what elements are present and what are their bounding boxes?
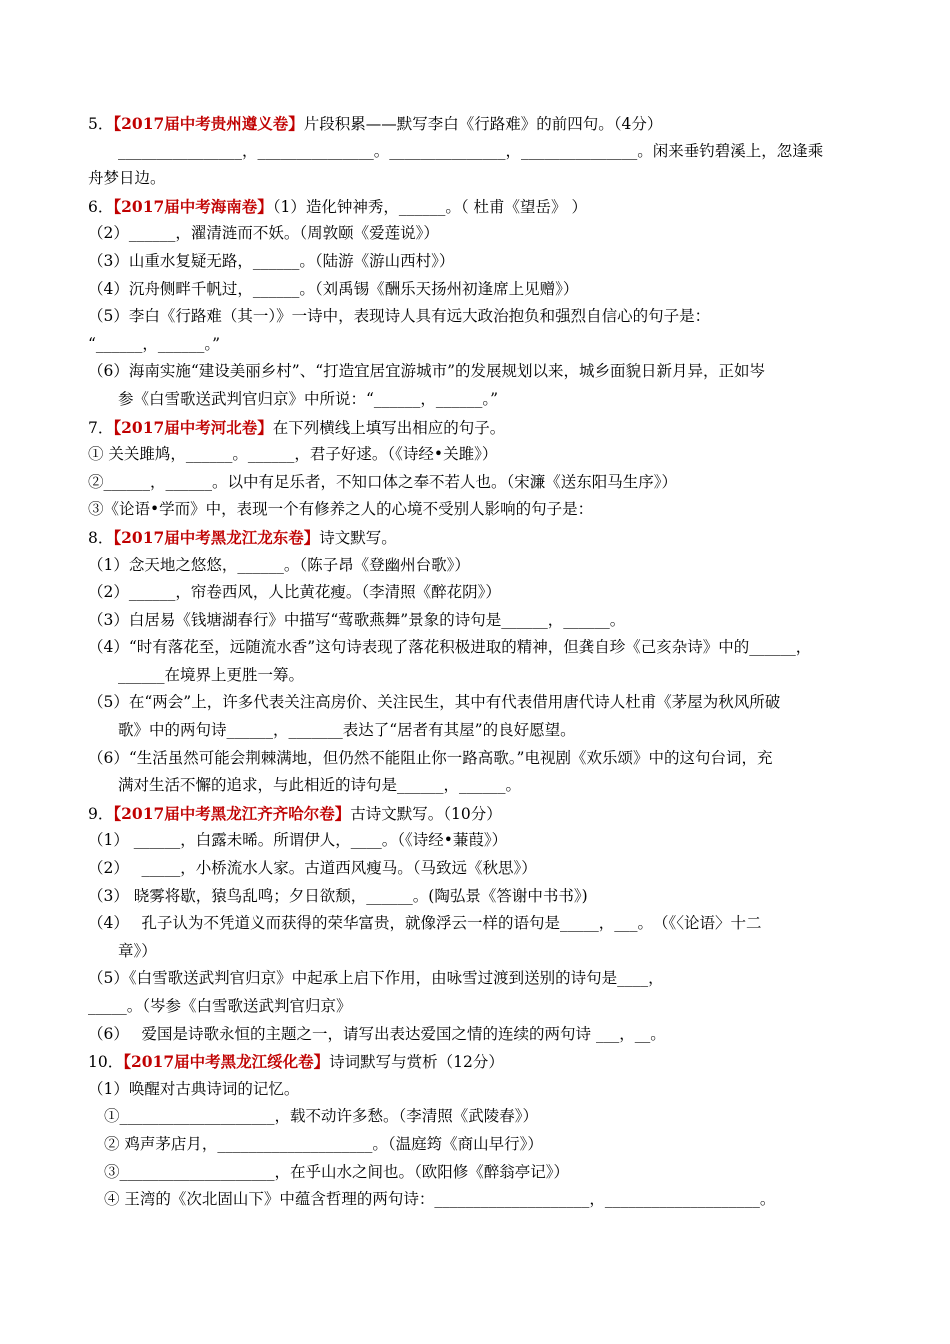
question-text: ③____________________，在乎山水之间也。（欧阳修《醉翁亭记》）: [104, 1162, 570, 1181]
text-line: [88, 110, 863, 138]
text-line: [88, 689, 863, 717]
text-line: [88, 827, 863, 855]
question-number: 7．: [88, 418, 114, 437]
question-source: 【2017届中考贵州遵义卷】: [113, 114, 304, 133]
question-source: 【2017届中考海南卷】: [113, 196, 273, 216]
question-number: 5．: [88, 115, 114, 133]
question-number: 6．: [88, 197, 114, 216]
question-text: （6） 爱国是诗歌永恒的主题之一，请写出表达爱国之情的连续的两句诗 ___，__。: [88, 1024, 666, 1043]
question-text: 古诗文默写。（10分）: [350, 804, 502, 823]
question-text: 在下列横线上填写出相应的句子。: [272, 418, 506, 437]
question-number: 10．: [88, 1053, 124, 1072]
question-text: （6）海南实施“建设美丽乡村”、“打造宜居宜游城市”的发展规划以来，城乡面貌日新月异，正如岑: [88, 362, 766, 381]
text-line: [88, 524, 863, 552]
text-line: [88, 552, 863, 580]
text-line: [88, 579, 863, 607]
text-line: [88, 1159, 863, 1187]
question-text: （4） 孔子认为不凭道义而获得的荣华富贵，就像浮云一样的语句是_____，___。 （《〈论语〉十二: [88, 914, 762, 933]
question-text: 舟梦日边。: [88, 169, 166, 188]
question-text: （3）山重水复疑无路，______。（陆游《游山西村》）: [88, 251, 455, 270]
text-line: [88, 138, 863, 166]
question-source: 【2017届中考黑龙江龙东卷】: [113, 527, 320, 547]
question-text: （5）李白《行路难（其一）》一诗中，表现诗人具有远大政治抱负和强烈自信心的句子是：: [88, 307, 711, 326]
text-line: [88, 303, 863, 331]
text-line: [88, 772, 863, 800]
question-text: ① 关关雎鸠，______。______，君子好逑。（《诗经•关雎》）: [88, 445, 498, 464]
text-line: [88, 1186, 863, 1214]
question-source: 【2017届中考黑龙江齐齐哈尔卷】: [113, 803, 351, 823]
text-line: [88, 1021, 863, 1049]
text-line: [88, 717, 863, 745]
question-text: （2）______，濯清涟而不妖。（周敦颐《爱莲说》）: [88, 224, 439, 243]
text-line: [88, 248, 863, 276]
text-line: [88, 1048, 863, 1076]
question-text: ③《论语•学而》中，表现一个有修养之人的心境不受别人影响的句子是：: [88, 500, 594, 519]
text-line: [88, 910, 863, 938]
question-number: 8．: [88, 528, 114, 547]
question-text: 满对生活不懈的追求，与此相近的诗句是______，______。: [118, 776, 522, 795]
question-text: ①____________________，载不动许多愁。（李清照《武陵春》）: [104, 1107, 539, 1126]
question-text: （3） 晓雾将歇，猿鸟乱鸣；夕日欲颓，______。(陶弘景《答谢中书书》): [88, 886, 588, 905]
question-text: 章》）: [118, 941, 157, 960]
question-text: （5）在“两会”上，许多代表关注高房价、关注民生，其中有代表借用唐代诗人杜甫《茅屋为秋风所破: [88, 693, 781, 712]
text-line: [88, 662, 863, 690]
text-line: [88, 634, 863, 662]
question-text: 诗词默写与赏析（12分）: [329, 1053, 504, 1072]
question-text: “______，______。”: [88, 334, 221, 353]
text-line: [88, 855, 863, 883]
question-text: （1） ______，白露未晞。所谓伊人，____。（《诗经•蒹葭》）: [88, 831, 508, 850]
text-line: [88, 1076, 863, 1104]
question-text: （2） _____，小桥流水人家。古道西风瘦马。（马致远《秋思》）: [88, 859, 537, 878]
question-text: （4）“时有落花至，远随流水香”这句诗表现了落花积极进取的精神，但龚自珍《己亥杂诗》中的______，: [88, 638, 812, 657]
text-line: [88, 745, 863, 773]
question-text: ② 鸡声茅店月，____________________。（温庭筠《商山早行》）: [104, 1134, 543, 1153]
text-line: [88, 938, 863, 966]
text-line: [88, 469, 863, 497]
question-number: 9．: [88, 804, 114, 823]
text-line: [88, 965, 863, 993]
question-text: （4）沉舟侧畔千帆过，______。（刘禹锡《酬乐天扬州初逢席上见赠》）: [88, 279, 579, 298]
question-text: ④ 王湾的《次北固山下》中蕴含哲理的两句诗：____________________，____________________。: [104, 1190, 776, 1209]
question-text: （6）“生活虽然可能会荆棘满地，但仍然不能阻止你一路高歌。”电视剧《欢乐颂》中的这句台词，充: [88, 748, 773, 767]
text-line: [88, 331, 863, 359]
text-line: [88, 220, 863, 248]
text-line: [88, 358, 863, 386]
text-line: [88, 883, 863, 911]
question-text: （3）白居易《钱塘湖春行》中描写“莺歌燕舞”景象的诗句是______，______。: [88, 610, 626, 629]
question-text: 片段积累——默写李白《行路难》的前四句。（4分）: [303, 115, 663, 133]
question-text: 参《白雪歌送武判官归京》中所说：“______，______。”: [118, 389, 499, 408]
question-text: （1）造化钟神秀，______。（ 杜甫《望岳》 ）: [272, 197, 587, 216]
question-text: 歌》中的两句诗______，_______表达了“居者有其屋”的良好愿望。: [118, 721, 576, 740]
question-source: 【2017届中考黑龙江绥化卷】: [123, 1052, 330, 1072]
text-line: [88, 165, 863, 193]
text-line: [88, 193, 863, 221]
question-text: ________________，_______________。_______________，_______________。闲来垂钓碧溪上，忽逢乘: [118, 141, 824, 160]
text-line: [88, 1103, 863, 1131]
text-line: [88, 441, 863, 469]
question-text: （1）唤醒对古典诗词的记忆。: [88, 1079, 300, 1098]
document-body: [88, 110, 863, 1214]
question-text: （2）______，帘卷西风，人比黄花瘦。（李清照《醉花阴》）: [88, 583, 501, 602]
question-text: 诗文默写。: [319, 528, 397, 547]
question-text: ②______，______。以中有足乐者，不知口体之奉不若人也。（宋濂《送东阳马生序》）: [88, 472, 678, 491]
question-text: （1）念天地之悠悠，______。（陈子昂《登幽州台歌》）: [88, 555, 470, 574]
text-line: [88, 276, 863, 304]
text-line: [88, 386, 863, 414]
question-source: 【2017届中考河北卷】: [113, 417, 273, 437]
text-line: [88, 607, 863, 635]
text-line: [88, 800, 863, 828]
text-line: [88, 1131, 863, 1159]
question-text: （5）《白雪歌送武判官归京》中起承上启下作用，由咏雪过渡到送别的诗句是____，: [88, 969, 664, 988]
text-line: [88, 414, 863, 442]
question-text: _____。（岑参《白雪歌送武判官归京》: [88, 997, 352, 1015]
text-line: [88, 496, 863, 524]
text-line: [88, 993, 863, 1021]
question-text: ______在境界上更胜一筹。: [118, 665, 305, 684]
